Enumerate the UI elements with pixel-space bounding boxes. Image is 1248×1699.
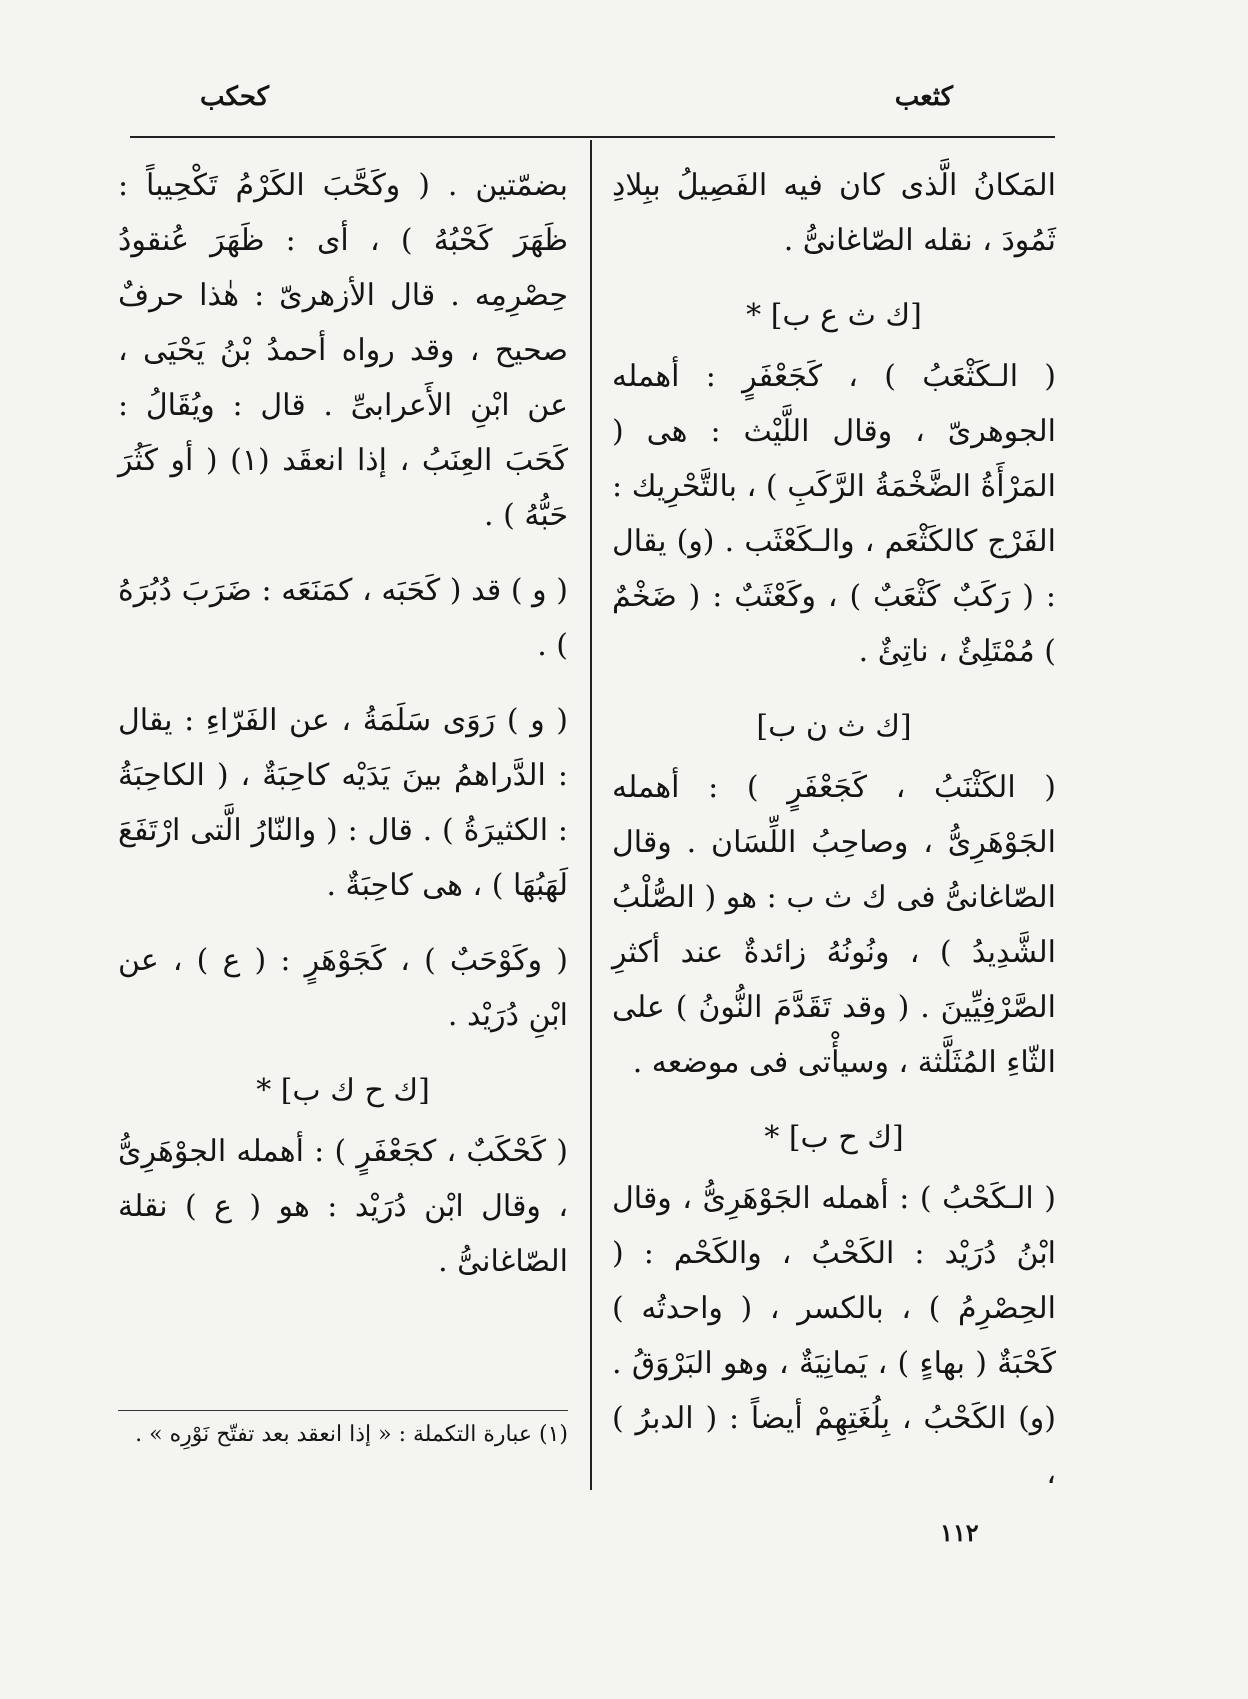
entry-heading-kthb: [ك ث ع ب] *: [746, 298, 922, 333]
left-paragraph-5: ( كَحْكَبٌ ، كجَعْفَرٍ ) : أهمله الجوْهَرِىُّ ، وقال ابْن دُرَيْد : هو ( ع ) نقلة الصّاغانىُّ .: [118, 1134, 568, 1279]
left-paragraph-4: ( وكَوْحَبٌ ) ، كَجَوْهَرٍ : ( ع ) ، عن ابْنِ دُرَيْد .: [118, 943, 568, 1033]
right-column: [612, 158, 1056, 1501]
left-column: [118, 158, 568, 1289]
right-paragraph-2: ( الـكَثْعَبُ ) ، كَجَعْفَرٍ : أهمله الجوهرىّ ، وقال اللَّيْث : هى ( المَرْأَةُ الضَّخْمَةُ الرَّكَبِ ) ، بالتَّحْرِيك : الفَرْج كالكَثْعَم ، والـكَعْثَب . (و) يقال : ( رَكَبٌ كَثْعَبٌ ) ، وكَعْثَبٌ : ( ضَخْمٌ ) مُمْتَلِئٌ ، ناتِئٌ .: [612, 359, 1056, 669]
left-paragraph-2: ( و ) قد ( كَحَبَه ، كمَنَعَه : ضَرَبَ دُبُرَهُ ) .: [118, 573, 568, 663]
entry-heading-kthnb: [ك ث ن ب]: [756, 709, 912, 744]
footnote: (١) عبارة التكملة : « إذا انعقد بعد تفتّح نَوْرِه » .: [135, 1422, 568, 1447]
left-paragraph-1: بضمّتين . ( وكَحَّبَ الكَرْمُ تَكْحِيباً : ظَهَرَ كَحْبُهُ ) ، أى : ظَهَرَ عُنقودُ حِصْرِمِه . قال الأزهرىّ : هٰذا حرفٌ صحيح ، وقد رواه أحمدُ بْنُ يَحْيَى ، عن ابْنِ الأَعرابىِّ . قال : ويُقَالُ : كَحَبَ العِنَبُ ، إذا انعقَد (١) ( أو كَثُرَ حَبُّهُ ) .: [118, 168, 568, 533]
entry-heading-khkb: [ك ح ك ب] *: [256, 1073, 430, 1108]
entry-heading-khb: [ك ح ب] *: [764, 1120, 904, 1155]
right-paragraph-4: ( الـكَحْبُ ) : أهمله الجَوْهَرِىُّ ، وقال ابْنُ دُرَيْد : الكَحْبُ ، والكَحْم : ( الحِصْرِمُ ) ، بالكسر ، ( واحدتُه ) كَحْبَةٌ ( بهاءٍ ) ، يَمانِيَةٌ ، وهو البَرْوَقُ . (و) الكَحْبُ ، بِلُغَتِهِمْ أيضاً : ( الدبرُ ) ،: [612, 1181, 1056, 1491]
header-rule: [130, 136, 1055, 138]
right-paragraph-1: المَكانُ الَّذى كان فيه الفَصِيلُ ببِلادِ ثَمُودَ ، نقله الصّاغانىُّ .: [612, 168, 1056, 258]
running-head-right: كثعب: [894, 82, 953, 112]
footnote-rule: [118, 1410, 568, 1411]
left-paragraph-3: ( و ) رَوَى سَلَمَةُ ، عن الفَرّاءِ : يقال : الدَّراهمُ بينَ يَدَيْه كاحِبَةٌ ، ( الكاحِبَةُ : الكثيرَةُ ) . قال : ( والنّارُ الَّتى ارْتَفَعَ لَهَبُهَا ) ، هى كاحِبَةٌ .: [118, 703, 568, 903]
running-head-left: كحكب: [200, 82, 270, 112]
column-divider: [590, 140, 592, 1490]
page-number: ١١٢: [940, 1518, 979, 1547]
right-paragraph-3: ( الكَثْنَبُ ، كَجَعْفَرٍ ) : أهمله الجَوْهَرِىُّ ، وصاحِبُ اللِّسَان . وقال الصّاغانىُّ فى ك ث ب : هو ( الصُّلْبُ الشَّدِيدُ ) ، ونُونُهُ زائدةٌ عند أكثرِ الصَّرْفِيِّينَ . ( وقد تَقَدَّمَ النُّونُ ) على الثّاءِ المُثَلَّثة ، وسيأْتى فى موضعه .: [612, 770, 1056, 1080]
